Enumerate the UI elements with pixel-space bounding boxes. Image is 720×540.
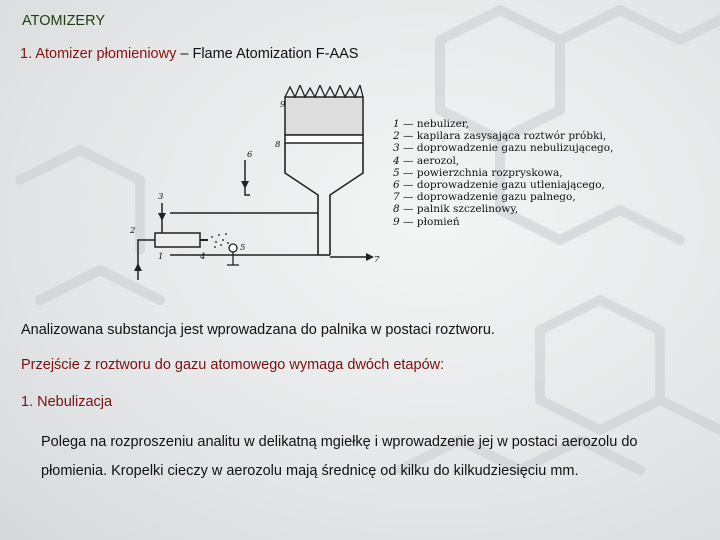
page-title: ATOMIZERY — [22, 13, 105, 29]
label-7: 7 — [374, 255, 380, 265]
label-2: 2 — [130, 226, 136, 236]
subtitle-lead: 1. Atomizer płomieniowy — [20, 46, 177, 62]
legend-item: 8 — palnik szczelinowy, — [393, 203, 519, 216]
nebulizer — [155, 233, 200, 247]
label-9: 9 — [280, 100, 286, 110]
label-1: 1 — [158, 252, 164, 262]
flame-body — [285, 97, 363, 135]
burner-slot — [285, 135, 363, 143]
legend-item: 3 — doprowadzenie gazu nebulizującego, — [393, 142, 614, 155]
label-6: 6 — [247, 150, 253, 160]
legend-item: 7 — doprowadzenie gazu palnego, — [393, 191, 576, 204]
step1-description: Polega na rozproszeniu analitu w delikatną mgiełkę i wprowadzenie jej w postaci aerozolu do płomienia. Kropelki cieczy w aerozolu mają średnicę od kilku do kilkudziesięciu mm. — [41, 434, 638, 479]
subtitle-rest: – Flame Atomization F-AAS — [176, 46, 359, 62]
diagram-legend — [393, 118, 613, 228]
capillary — [138, 240, 155, 280]
label-5: 5 — [240, 243, 246, 253]
label-3: 3 — [158, 192, 164, 202]
label-4: 4 — [200, 252, 206, 262]
impact-bead — [229, 244, 237, 252]
stages-heading: Przejście z roztworu do gazu atomowego wymaga dwóch etapów: — [21, 357, 445, 373]
label-8: 8 — [275, 140, 281, 150]
chamber-walls — [285, 143, 363, 255]
aerosol — [211, 233, 229, 248]
flame-tips — [285, 85, 363, 97]
legend-item: 9 — płomień — [393, 215, 460, 228]
legend-item: 4 — aerozol, — [393, 154, 460, 167]
oxidant-inlet — [245, 160, 250, 195]
intro-paragraph: Analizowana substancja jest wprowadzana do palnika w postaci roztworu. — [21, 322, 495, 338]
legend-item: 1 — nebulizer, — [393, 118, 469, 130]
legend-item: 6 — doprowadzenie gazu utleniającego, — [393, 179, 605, 192]
legend-item: 2 — kapilara zasysająca roztwór próbki, — [393, 130, 607, 143]
legend-item: 5 — powierzchnia rozpryskowa, — [393, 166, 563, 179]
section-subtitle — [20, 46, 358, 62]
step1-heading: 1. Nebulizacja — [21, 394, 113, 410]
